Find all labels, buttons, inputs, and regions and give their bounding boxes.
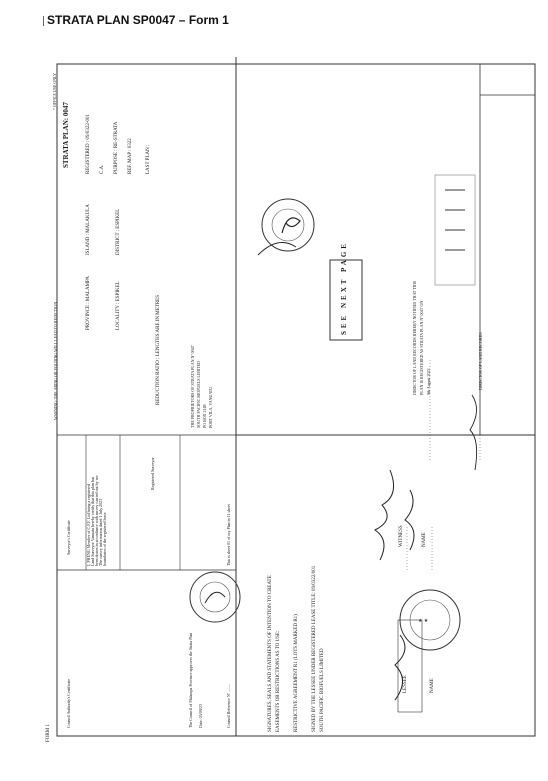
signed-by-line-2: SOUTH PACIFIC BIOFUELS LIMITED — [320, 648, 325, 732]
surveyor-text-1: I, PHENG Member of C.F.F. Ltd being a registered — [86, 483, 91, 566]
director-label: DIRECTOR OF LAND RECORDS — [478, 332, 483, 390]
proprietors-line-1: THE PROPRIETORS OF STRATA PLAN Nº 0047 — [190, 345, 195, 428]
witness-label: WITNESS — [399, 525, 404, 547]
director-notice-2: PLAN IS REGISTERED AS STRATA PLAN Nº 0047 ON — [419, 300, 424, 395]
see-next-page: SEE NEXT PAGE — [340, 241, 348, 335]
signed-by-line-1: SIGNED BY THE LESSEE UNDER REGISTERED LEASE TITLE: 09/0322/001 — [312, 565, 317, 732]
director-notice-3: 9th August 2023 — [426, 368, 431, 395]
ref-map-label: REF. MAP : 0322 — [128, 138, 133, 174]
purpose-label: PURPOSE : RE-STRATA — [114, 121, 119, 174]
name-label: NAME — [422, 532, 427, 547]
signatures-line-2: EASEMENTS OR RESTRICTIONS AS TO USE: — [276, 630, 281, 732]
kavman-stamp-bottom — [190, 572, 240, 622]
last-plan-label: LAST PLAN : — [146, 144, 151, 174]
restrictive-agreement: RESTRICTIVE AGREEMENT R1 (LOTS MARKED R1) — [294, 614, 299, 732]
page-title: STRATA PLAN SP0047 – Form 1 — [47, 13, 229, 27]
council-text-1: The Council of Malampa Province approves the Strata Plan — [188, 632, 193, 728]
proprietors-line-4: PORT VILA, VANUATU — [208, 386, 213, 428]
surveyor-text-3: been drawn in accordance with survey carried out by me — [94, 475, 99, 566]
surveyor-text-5: boundaries of the registered lease — [102, 512, 107, 566]
surveyor-text-4: The survey information dated 1 July 2023 — [98, 498, 103, 566]
council-text-2: Date: 05/09/23 — [198, 704, 203, 728]
biofuels-seal — [400, 590, 460, 650]
council-text-3: Council Reference Nº ........ — [226, 683, 231, 728]
island-label: ISLAND : MALAKULA — [86, 204, 91, 255]
province-label: PROVINCE : MALAMPA — [86, 276, 91, 330]
ca-label: C.A. — [100, 164, 105, 174]
office-stamp — [435, 175, 475, 285]
signatures-line-1: SIGNATURES, SEALS AND STATEMENTS OF INTENTION TO CREATE — [268, 575, 273, 732]
warning-text: WARNING: THE ARING OR FOLDING WILL LEAD TO REJECTION — [53, 301, 58, 420]
director-signature — [470, 395, 477, 470]
sheet-note: This is sheet 01 of my Plan in 11 sheet — [226, 504, 231, 566]
lessee-label: LESSEE — [403, 675, 408, 693]
director-notice-1: DIRECTOR OF LAND RECORDS HEREBY NOTIFIES THAT THIS — [412, 280, 417, 395]
registered-label: REGISTERED : 09/0322-001 — [86, 114, 91, 174]
kavman-stamp-top — [258, 199, 314, 255]
council-cert-title: Council Authority's Certificate — [66, 678, 71, 728]
form-label: FORM 1 — [46, 724, 51, 742]
registered-surveyor: Registered Surveyor — [150, 457, 155, 490]
witness-signature — [375, 470, 414, 560]
surveyor-cert-title: Surveyor's Certificate — [66, 520, 71, 555]
locality-label: LOCALITY : ESPIKEL — [116, 281, 121, 330]
surveyor-text-2: Land Surveyor Vanuatu hereby certify that this plan has — [90, 476, 95, 566]
district-label: DISTRICT : ESPIKEL — [116, 208, 121, 255]
office-use-label: * OFFICE USE ONLY — [52, 72, 57, 110]
svg-text:★ ★: ★ ★ — [418, 619, 429, 624]
lessee-name-label: NAME — [430, 678, 435, 693]
proprietors-line-2: SOUTH PACIFIC BIOFUELS LIMITED — [196, 361, 201, 428]
reduction-ratio-label: REDUCTION RATIO : LENGTHS ARE IN METRES — [156, 295, 161, 405]
proprietors-line-3: PO BOX 2148 — [202, 404, 207, 428]
strata-plan-label: STRATA PLAN: 0047 — [62, 102, 70, 168]
